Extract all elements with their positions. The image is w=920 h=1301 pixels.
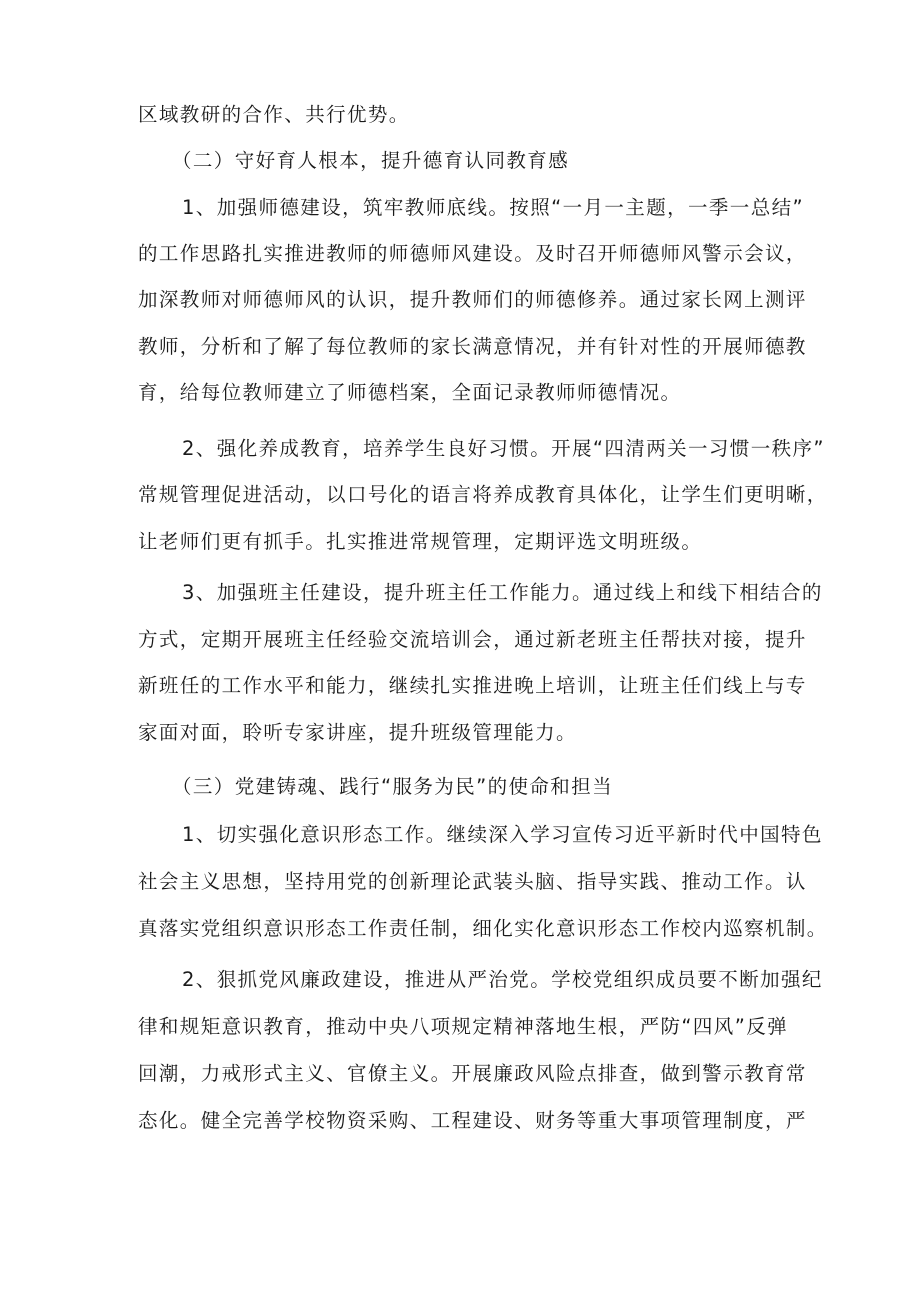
paragraph-line: 社会主义思想，坚持用党的创新理论武装头脑、指导实践、推动工作。认 <box>138 870 807 893</box>
paragraph-line: 让老师们更有抓手。扎实推进常规管理，定期评选文明班级。 <box>138 530 703 553</box>
paragraph-line: 育，给每位教师建立了师德档案，全面记录教师师德情况。 <box>138 381 682 404</box>
section-heading: （二）守好育人根本，提升德育认同教育感 <box>172 149 570 172</box>
paragraph-line: 真落实党组织意识形态工作责任制，细化实化意识形态工作校内巡察机制。 <box>138 917 828 940</box>
paragraph-line: 常规管理促进活动，以口号化的语言将养成教育具体化，让学生们更明晰， <box>138 483 828 506</box>
paragraph-line: 律和规矩意识教育，推动中央八项规定精神落地生根，严防“四风”反弹 <box>138 1015 789 1038</box>
paragraph-line: 态化。健全完善学校物资采购、工程建设、财务等重大事项管理制度，严 <box>138 1109 807 1132</box>
paragraph-line: 加深教师对师德师风的认识，提升教师们的师德修养。通过家长网上测评 <box>138 288 807 311</box>
paragraph-line: 新班任的工作水平和能力，继续扎实推进晚上培训，让班主任们线上与专 <box>138 674 807 697</box>
paragraph-line: 1、加强师德建设，筑牢教师底线。按照“一月一主题，一季一总结” <box>182 196 805 219</box>
paragraph-line: 1、切实强化意识形态工作。继续深入学习宣传习近平新时代中国特色 <box>182 823 823 846</box>
paragraph-line: 回潮，力戒形式主义、官僚主义。开展廉政风险点排查，做到警示教育常 <box>138 1062 807 1085</box>
paragraph-line: 教师，分析和了解了每位教师的家长满意情况，并有针对性的开展师德教 <box>138 335 807 358</box>
paragraph-line: 2、强化养成教育，培养学生良好习惯。开展“四清两关一习惯一秩序” <box>182 437 825 460</box>
paragraph-line: 方式，定期开展班主任经验交流培训会，通过新老班主任帮扶对接，提升 <box>138 628 807 651</box>
paragraph-line: 2、狠抓党风廉政建设，推进从严治党。学校党组织成员要不断加强纪 <box>182 968 823 991</box>
paragraph-line: 家面对面，聆听专家讲座，提升班级管理能力。 <box>138 721 577 744</box>
paragraph-line: 区域教研的合作、共行优势。 <box>138 103 410 126</box>
section-heading: （三）党建铸魂、践行“服务为民”的使命和担当 <box>172 775 614 798</box>
paragraph-line: 3、加强班主任建设，提升班主任工作能力。通过线上和线下相结合的 <box>182 581 823 604</box>
paragraph-line: 的工作思路扎实推进教师的师德师风建设。及时召开师德师风警示会议， <box>138 242 807 265</box>
